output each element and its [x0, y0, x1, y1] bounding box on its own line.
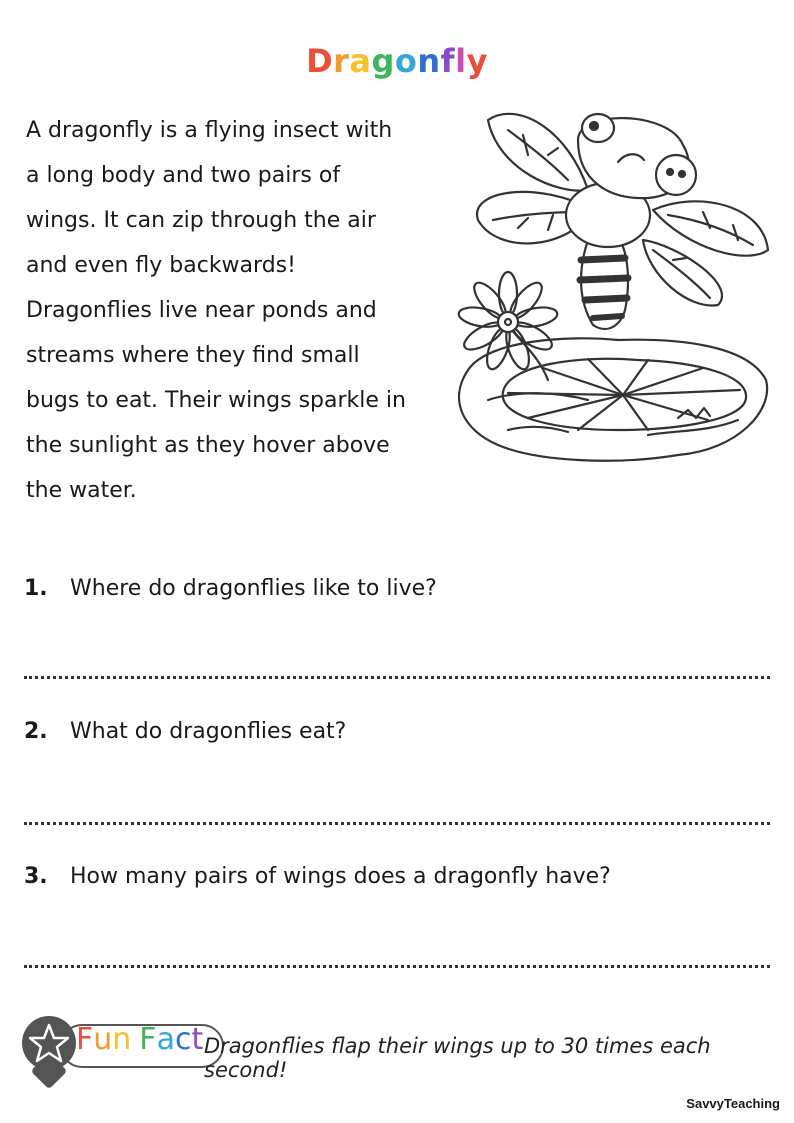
page-title: [0, 42, 794, 80]
label-letter: F: [139, 1022, 157, 1057]
passage-line: wings. It can zip through the air: [26, 208, 376, 233]
label-letter: F: [76, 1022, 94, 1057]
brand-name: SavvyTeaching: [686, 1096, 780, 1111]
answer-line-2[interactable]: [24, 822, 770, 825]
title-letter: g: [371, 42, 395, 80]
flower: [457, 272, 559, 372]
fun-fact: [22, 1016, 782, 1080]
question-text: What do dragonflies eat?: [70, 719, 347, 744]
reading-passage: [26, 108, 426, 513]
label-letter: u: [93, 1022, 113, 1057]
title-letter: r: [333, 42, 350, 80]
passage-line: the water.: [26, 478, 137, 503]
answer-line-3[interactable]: [24, 965, 770, 968]
answer-line-1[interactable]: [24, 676, 770, 679]
label-letter: a: [156, 1022, 175, 1057]
passage-line: bugs to eat. Their wings sparkle in: [26, 388, 406, 413]
title-letter: n: [417, 42, 441, 80]
label-letter: n: [112, 1022, 132, 1057]
fun-fact-label: [76, 1022, 203, 1057]
title-letter: y: [466, 42, 488, 80]
title-letter: l: [455, 42, 467, 80]
fun-fact-text: Dragonflies flap their wings up to 30 times each second!: [204, 1034, 711, 1082]
passage-line: the sunlight as they hover above: [26, 433, 390, 458]
question-3: [24, 864, 770, 889]
passage-line: and even fly backwards!: [26, 253, 296, 278]
question-1: [24, 576, 770, 601]
passage-line: streams where they find small: [26, 343, 360, 368]
question-number: 3.: [24, 864, 48, 889]
question-2: [24, 719, 770, 744]
label-letter: c: [174, 1022, 192, 1057]
label-letter: t: [191, 1022, 204, 1057]
question-text: How many pairs of wings does a dragonfly have?: [70, 864, 611, 889]
title-letter: o: [394, 42, 418, 80]
dragonfly-illustration: [448, 100, 778, 480]
title-letter: f: [440, 42, 456, 80]
fun-fact-badge: [22, 1016, 76, 1070]
title-letter: a: [349, 42, 372, 80]
question-text: Where do dragonflies like to live?: [70, 576, 437, 601]
question-number: 1.: [24, 576, 48, 601]
passage-line: a long body and two pairs of: [26, 163, 341, 188]
question-number: 2.: [24, 719, 48, 744]
title-letter: D: [306, 42, 334, 80]
passage-line: A dragonfly is a flying insect with: [26, 118, 393, 143]
passage-line: Dragonflies live near ponds and: [26, 298, 377, 323]
star-icon: [22, 1016, 76, 1070]
